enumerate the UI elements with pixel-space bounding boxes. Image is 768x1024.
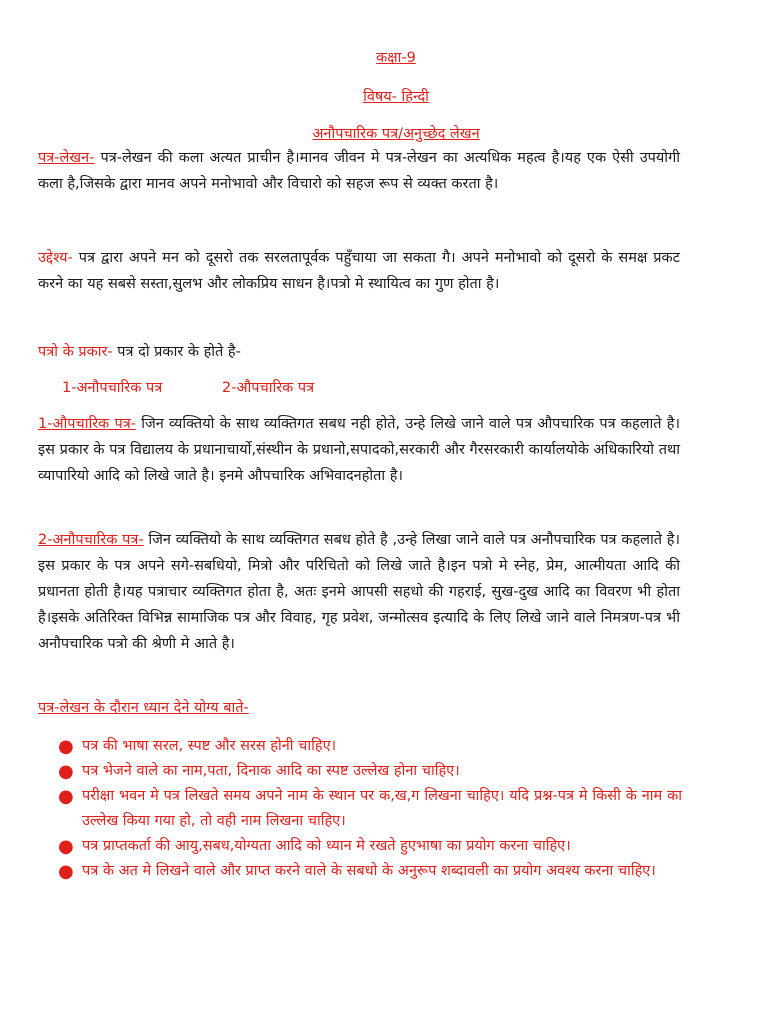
bullet-icon: ● (58, 786, 74, 807)
list-item: ● पत्र की भाषा सरल, स्पष्ट और सरस होनी चाहिए। (58, 736, 337, 757)
informal-label: 2-अनौपचारिक पत्र- (38, 532, 144, 548)
informal-paragraph (38, 527, 680, 657)
tips-list (58, 734, 682, 884)
list-item: ● पत्र भेजने वाले का नाम,पता, दिनाक आदि का स्पष्ट उल्लेख होना चाहिए। (58, 761, 460, 782)
types-line (38, 339, 241, 365)
informal-text: जिन व्यक्तियो के साथ व्यक्तिगत सबध होते है ,उन्हे लिखा जाने वाले पत्र अनौपचारिक पत्र कहलाते है। इस प्रकार के पत्र अपने सगे-सबधियो, मित्रो और परिचितो को लिखे जाते है।इन पत्रो मे स्नेह, प्रेम, आत्मीयता आदि की प्रधानता होती है।यह पत्राचार व्यक्तिगत होता है, अतः इनमे आपसी सहधो की गहराई, सुख-दुख आदि का विवरण भी होता है।इसके अतिरिक्त विभिन्न सामाजिक पत्र और विवाह, गृह प्रवेश, जन्मोत्सव इत्यादि के लिए लिखे जाने वाले निमत्रण-पत्र भी अनौपचारिक पत्रो की श्रेणी मे आते है। (38, 532, 680, 652)
bullet-icon: ● (58, 736, 74, 757)
bullet-icon: ● (58, 761, 74, 782)
tips-heading: पत्र-लेखन के दौरान ध्यान देने योग्य बाते- (38, 700, 249, 716)
types-item-informal: 1-अनौपचारिक पत्र (62, 380, 163, 396)
intro-label: पत्र-लेखन- (38, 150, 95, 166)
formal-label: 1-औपचारिक पत्र- (38, 416, 137, 432)
formal-text: जिन व्यक्तियो के साथ व्यक्तिगत सबध नही होते, उन्हे लिखे जाने वाले पत्र औपचारिक पत्र कहलाते है।इस प्रकार के पत्र विद्यालय के प्रधानाचार्यो,संस्थीन के प्रधानो,सपादको,सरकारी और गैरसरकारी कार्यालयोके अधिकारियो तथा व्यापारियो आदि को लिखे जाते है। इनमे औपचारिक अभिवादनहोता है। (38, 416, 680, 484)
purpose-label: उद्देश्य- (38, 250, 73, 266)
list-item: ● पत्र के अत मे लिखने वाले और प्राप्त करने वाले के सबधो के अनुरूप शब्दावली का प्रयोग अवश्य करना चाहिए। (58, 861, 656, 882)
types-item-formal: 2-औपचारिक पत्र (222, 380, 315, 396)
intro-text: पत्र-लेखन की कला अत्यत प्राचीन है।मानव जीवन मे पत्र-लेखन का अत्यधिक महत्व है।यह एक ऐसी उपयोगी कला है,जिसके द्वारा मानव अपने मनोभावो और विचारो को सहज रूप से व्यक्त करता है। (38, 150, 680, 192)
purpose-paragraph (38, 245, 680, 297)
types-label: पत्रो के प्रकार- (38, 344, 113, 360)
bullet-icon: ● (58, 861, 74, 882)
formal-paragraph (38, 411, 680, 489)
list-item: ● परीक्षा भवन मे पत्र लिखते समय अपने नाम के स्थान पर क,ख,ग लिखना चाहिए। यदि प्रश्न-पत्र मे किसी के नाम का उल्लेख किया गया हो, तो वही नाम लिखना चाहिए। (58, 786, 682, 829)
bullet-icon: ● (58, 836, 74, 857)
purpose-text: पत्र द्वारा अपने मन को दूसरो तक सरलतापूर्वक पहुँचाया जा सकता गै। अपने मनोभावो को दूसरो के समक्ष प्रकट करने का यह सबसे सस्ता,सुलभ और लोकप्रिय साधन है।पत्रो मे स्थायित्व का गुण होता है। (38, 250, 680, 292)
intro-paragraph (38, 145, 680, 197)
list-item: ● पत्र प्राप्तकर्ता की आयु,सबध,योग्यता आदि को ध्यान मे रखते हुएभाषा का प्रयोग करना चाहिए। (58, 836, 571, 857)
topic-heading: अनौपचारिक पत्र/अनुच्छेद लेखन (312, 126, 480, 142)
types-text: पत्र दो प्रकार के होते है- (112, 344, 241, 360)
subject-heading: विषय- हिन्दी (363, 89, 429, 105)
class-heading: कक्षा-9 (376, 50, 416, 66)
